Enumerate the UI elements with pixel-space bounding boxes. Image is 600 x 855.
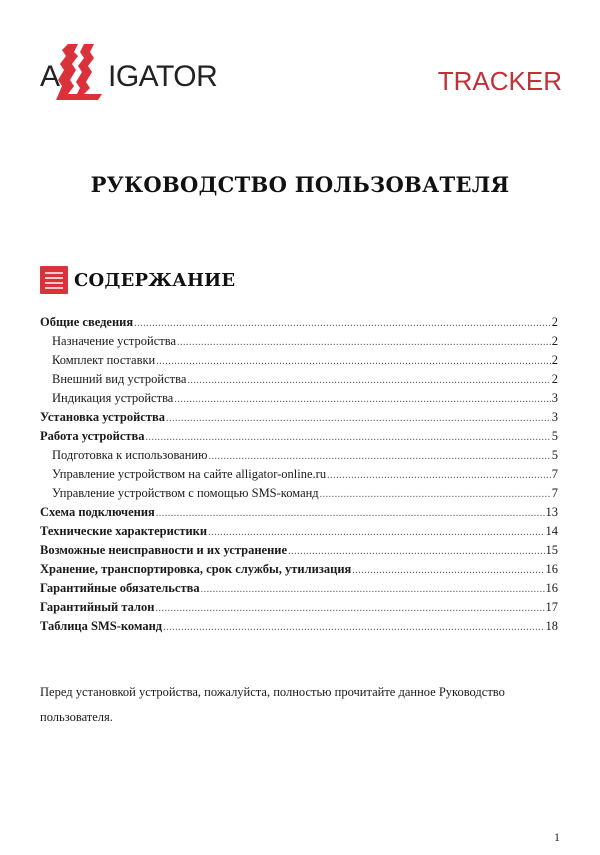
toc-entry-page: 16 [545, 581, 558, 595]
toc-entry[interactable] [40, 541, 558, 560]
dot-leader [208, 447, 550, 466]
page-number: 1 [554, 830, 560, 844]
toc-entry-label: Установка устройства [40, 410, 165, 424]
toc-entry-page: 16 [545, 562, 558, 576]
dot-leader [327, 466, 551, 485]
dot-leader [208, 523, 544, 542]
toc-entry-page: 15 [545, 543, 558, 557]
tracker-logo: TRACKER [437, 66, 562, 96]
document-title: РУКОВОДСТВО ПОЛЬЗОВАТЕЛЯ [90, 172, 510, 197]
toc-entry[interactable] [40, 598, 558, 617]
toc-entry-label: Общие сведения [40, 315, 134, 329]
toc-heading-text: СОДЕРЖАНИЕ [74, 269, 236, 291]
logo-letter-a: A [40, 60, 60, 93]
alligator-logo [40, 40, 220, 100]
toc-entry[interactable] [40, 484, 558, 503]
dot-leader [201, 580, 545, 599]
toc-entry[interactable] [40, 560, 558, 579]
toc-entry-page: 7 [551, 486, 558, 500]
toc-entry-label: Гарантийный талон [40, 600, 155, 614]
logo-double-l-icon [54, 40, 110, 102]
dot-leader [166, 409, 551, 428]
toc-entry-label: Внешний вид устройства [52, 372, 187, 386]
table-of-contents [40, 313, 558, 636]
dot-leader [174, 390, 550, 409]
toc-entry-label: Индикация устройства [52, 391, 174, 405]
toc-entry-label: Комплект поставки [52, 353, 156, 367]
list-icon [40, 266, 68, 294]
toc-entry[interactable] [40, 617, 558, 636]
toc-entry[interactable] [40, 446, 558, 465]
dot-leader [155, 599, 544, 618]
toc-entry-page: 5 [551, 448, 558, 462]
toc-entry-page: 3 [551, 410, 558, 424]
toc-entry-page: 2 [551, 353, 558, 367]
toc-entry[interactable] [40, 522, 558, 541]
toc-entry-label: Таблица SMS-команд [40, 619, 163, 633]
toc-entry-page: 2 [551, 334, 558, 348]
dot-leader [156, 352, 551, 371]
toc-entry-page: 2 [551, 372, 558, 386]
toc-entry-label: Управление устройством с помощью SMS-команд [52, 486, 319, 500]
dot-leader [288, 542, 544, 561]
toc-entry-page: 17 [545, 600, 558, 614]
dot-leader [134, 314, 551, 333]
toc-entry-label: Возможные неисправности и их устранение [40, 543, 288, 557]
toc-entry-label: Хранение, транспортировка, срок службы, утилизация [40, 562, 352, 576]
toc-entry-page: 7 [551, 467, 558, 481]
toc-heading [40, 266, 235, 294]
dot-leader [163, 618, 544, 637]
toc-entry-label: Схема подключения [40, 505, 155, 519]
toc-entry-page: 18 [545, 619, 558, 633]
toc-entry-page: 14 [545, 524, 558, 538]
toc-entry[interactable] [40, 389, 558, 408]
toc-entry-label: Управление устройством на сайте alligator-online.ru [52, 467, 327, 481]
dot-leader [177, 333, 551, 352]
dot-leader [156, 504, 545, 523]
toc-entry[interactable] [40, 503, 558, 522]
toc-entry[interactable] [40, 427, 558, 446]
toc-entry[interactable] [40, 408, 558, 427]
dot-leader [187, 371, 550, 390]
toc-entry[interactable] [40, 579, 558, 598]
toc-entry-label: Подготовка к использованию [52, 448, 208, 462]
toc-entry[interactable] [40, 351, 558, 370]
toc-entry-page: 5 [551, 429, 558, 443]
toc-entry-page: 13 [545, 505, 558, 519]
dot-leader [320, 485, 551, 504]
toc-entry-label: Технические характеристики [40, 524, 208, 538]
toc-entry-page: 3 [551, 391, 558, 405]
toc-entry-page: 2 [551, 315, 558, 329]
toc-entry-label: Гарантийные обязательства [40, 581, 200, 595]
toc-entry[interactable] [40, 465, 558, 484]
dot-leader [352, 561, 544, 580]
intro-note: Перед установкой устройства, пожалуйста, полностью прочитайте данное Руководство пользователя. [40, 685, 505, 724]
toc-entry-label: Назначение устройства [52, 334, 177, 348]
dot-leader [146, 428, 551, 447]
toc-entry[interactable] [40, 370, 558, 389]
toc-entry-label: Работа устройства [40, 429, 145, 443]
toc-entry[interactable] [40, 313, 558, 332]
logo-letters-rest: IGATOR [108, 60, 218, 93]
toc-entry[interactable] [40, 332, 558, 351]
